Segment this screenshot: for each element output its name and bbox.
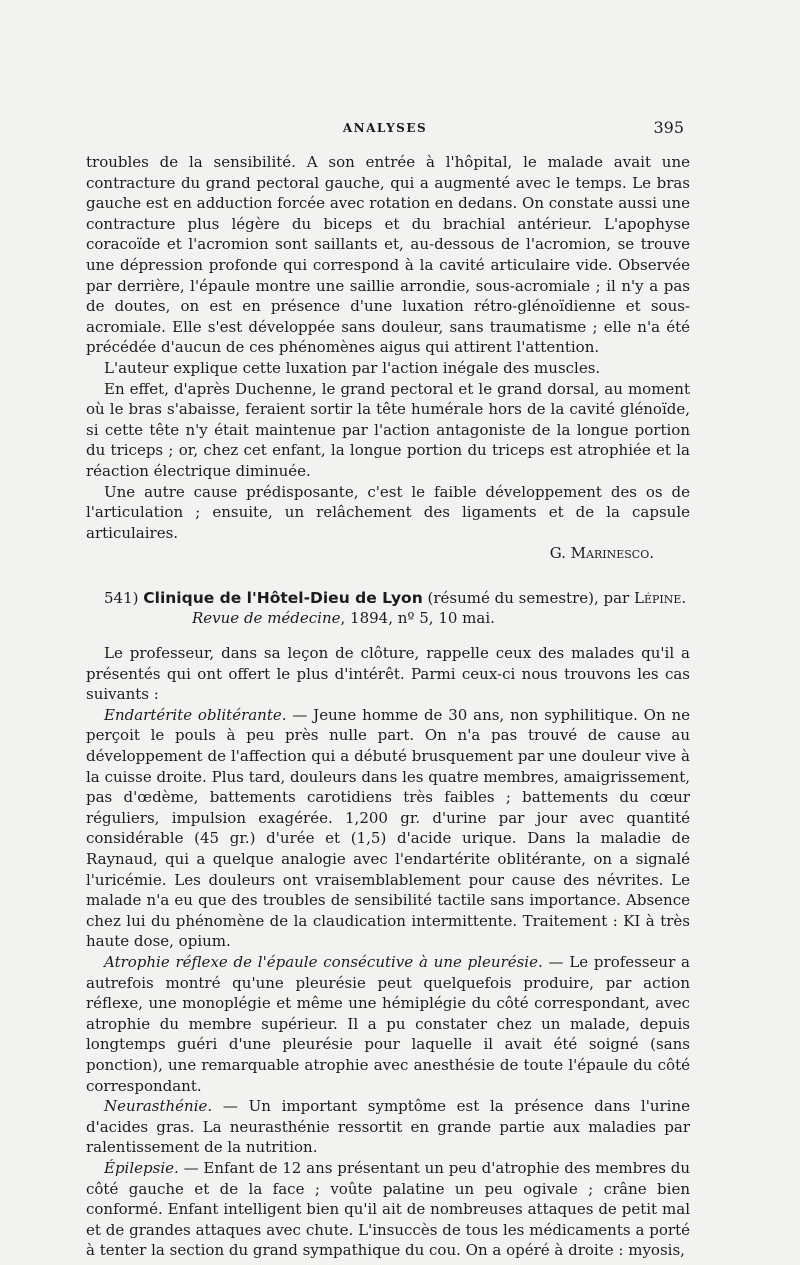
citation: , 1894, nº 5, 10 mai. <box>340 609 495 628</box>
paragraph: troubles de la sensibilité. A son entrée à l'hôpital, le malade avait une contracture du grand pectoral gauche, qui a augmenté avec le temps. Le bras gauche est en adduction forcée avec rotation en dedans. On constate aussi une contracture plus légère du biceps et du brachial antérieur. L'apophyse coracoïde et l'acromion sont saillants et, au-dessous de l'acromion, se trouve une dépression profonde qui correspond à la cavité articulaire vide. Observée par derrière, l'épaule montre une saillie arrondie, sous-acromiale ; il n'y a pas de doutes, on est en présence d'une luxation rétro-glénoïdienne et sous-acromiale. Elle s'est développée sans douleur, sans traumatisme ; elle n'a été précédée d'aucun de ces phénomènes aigus qui attirent l'attention. <box>86 153 690 357</box>
page-header <box>86 118 684 142</box>
paragraph-atrophie <box>86 952 690 1096</box>
paragraph-neurasthenie <box>86 1096 690 1158</box>
page-body <box>86 152 690 1261</box>
case-title: Épilepsie. <box>104 1158 179 1177</box>
case-title: Endartérite oblitérante. <box>104 705 287 724</box>
running-head: ANALYSES <box>342 121 428 135</box>
case-title: Atrophie réflexe de l'épaule consécutive à une pleurésie. <box>104 952 543 971</box>
paragraph-endarterite <box>86 705 690 952</box>
case-title: Neurasthénie. <box>104 1097 213 1116</box>
entry-author: Lépine. <box>634 588 687 607</box>
page-number: 395 <box>653 118 684 137</box>
paragraph: L'auteur explique cette luxation par l'action inégale des muscles. <box>104 358 601 377</box>
signature: G. Marinesco. <box>549 544 654 563</box>
case-text: — Le professeur a autrefois montré qu'une pleurésie peut quelquefois produire, par action réflexe, une monoplégie et même une hémiplégie du côté correspondant, avec atrophie du membre supérieur. Il a pu constater chez un malade, depuis longtemps guéri d'une pleurésie pour laquelle il avait été soigné (sans ponction), une remarquable atrophie avec anesthésie de toute l'épaule du côté correspondant. <box>86 952 690 1095</box>
case-text: — Jeune homme de 30 ans, non syphilitique. On ne perçoit le pouls à peu près nulle part. On n'a pas trouvé de cause au développement de l'affection qui a débuté brusquement par une douleur vive à la cuisse droite. Plus tard, douleurs dans les quatre membres, amaigrissement, pas d'œdème, battements carotidiens très faibles ; battements du cœur réguliers, impulsion exagérée. 1,200 gr. d'urine par jour avec quantité considérable (45 gr.) d'urée et (1,5) d'acide urique. Dans la maladie de Raynaud, qui a quelque analogie avec l'endartérite oblitérante, on a signalé l'uricémie. Les douleurs ont vraisemblablement pour cause des névrites. Le malade n'a eu que des troubles de sensibilité tactile sans importance. Absence chez lui du phénomène de la claudication intermittente. Traitement : KI à très haute dose, opium. <box>86 705 690 951</box>
entry-title: Clinique de l'Hôtel-Dieu de Lyon <box>143 588 423 607</box>
paragraph: Une autre cause prédisposante, c'est le faible développement des os de l'articulation ; ensuite, un relâchement des ligaments et de la capsule articulaires. <box>86 482 690 542</box>
entry-source <box>86 608 690 629</box>
journal-name: Revue de médecine <box>192 609 341 628</box>
entry-title-suffix: (résumé du semestre), par <box>422 588 634 607</box>
paragraph-intro: Le professeur, dans sa leçon de clôture, rappelle ceux des malades qu'il a présentés qui ont offert le plus d'intérêt. Parmi ceux-ci nous trouvons les cas suivants : <box>86 644 690 704</box>
case-text: — Enfant de 12 ans présentant un peu d'atrophie des membres du côté gauche et de la face ; voûte palatine un peu ogivale ; crâne bien conformé. Enfant intelligent bien qu'il ait de nombreuses attaques de petit mal et de grandes attaques avec chute. L'insuccès de tous les médicaments a porté à tenter la section du grand sympathique du cou. On a opéré à droite : myosis, <box>86 1158 690 1260</box>
entry-title-line <box>86 588 690 609</box>
entry-number: 541) <box>104 588 139 607</box>
case-text: — Un important symptôme est la présence dans l'urine d'acides gras. La neurasthénie ressortit en grande partie aux maladies par ralentissement de la nutrition. <box>86 1097 690 1157</box>
paragraph: En effet, d'après Duchenne, le grand pectoral et le grand dorsal, au moment où le bras s'abaisse, feraient sortir la tête humérale hors de la cavité glénoïde, si cette tête n'y était maintenue par l'action antagoniste de la longue portion du triceps ; or, chez cet enfant, la longue portion du triceps est atrophiée et la réaction électrique diminuée. <box>86 379 690 480</box>
entry-heading <box>86 588 690 629</box>
paragraph-epilepsie <box>86 1158 690 1261</box>
